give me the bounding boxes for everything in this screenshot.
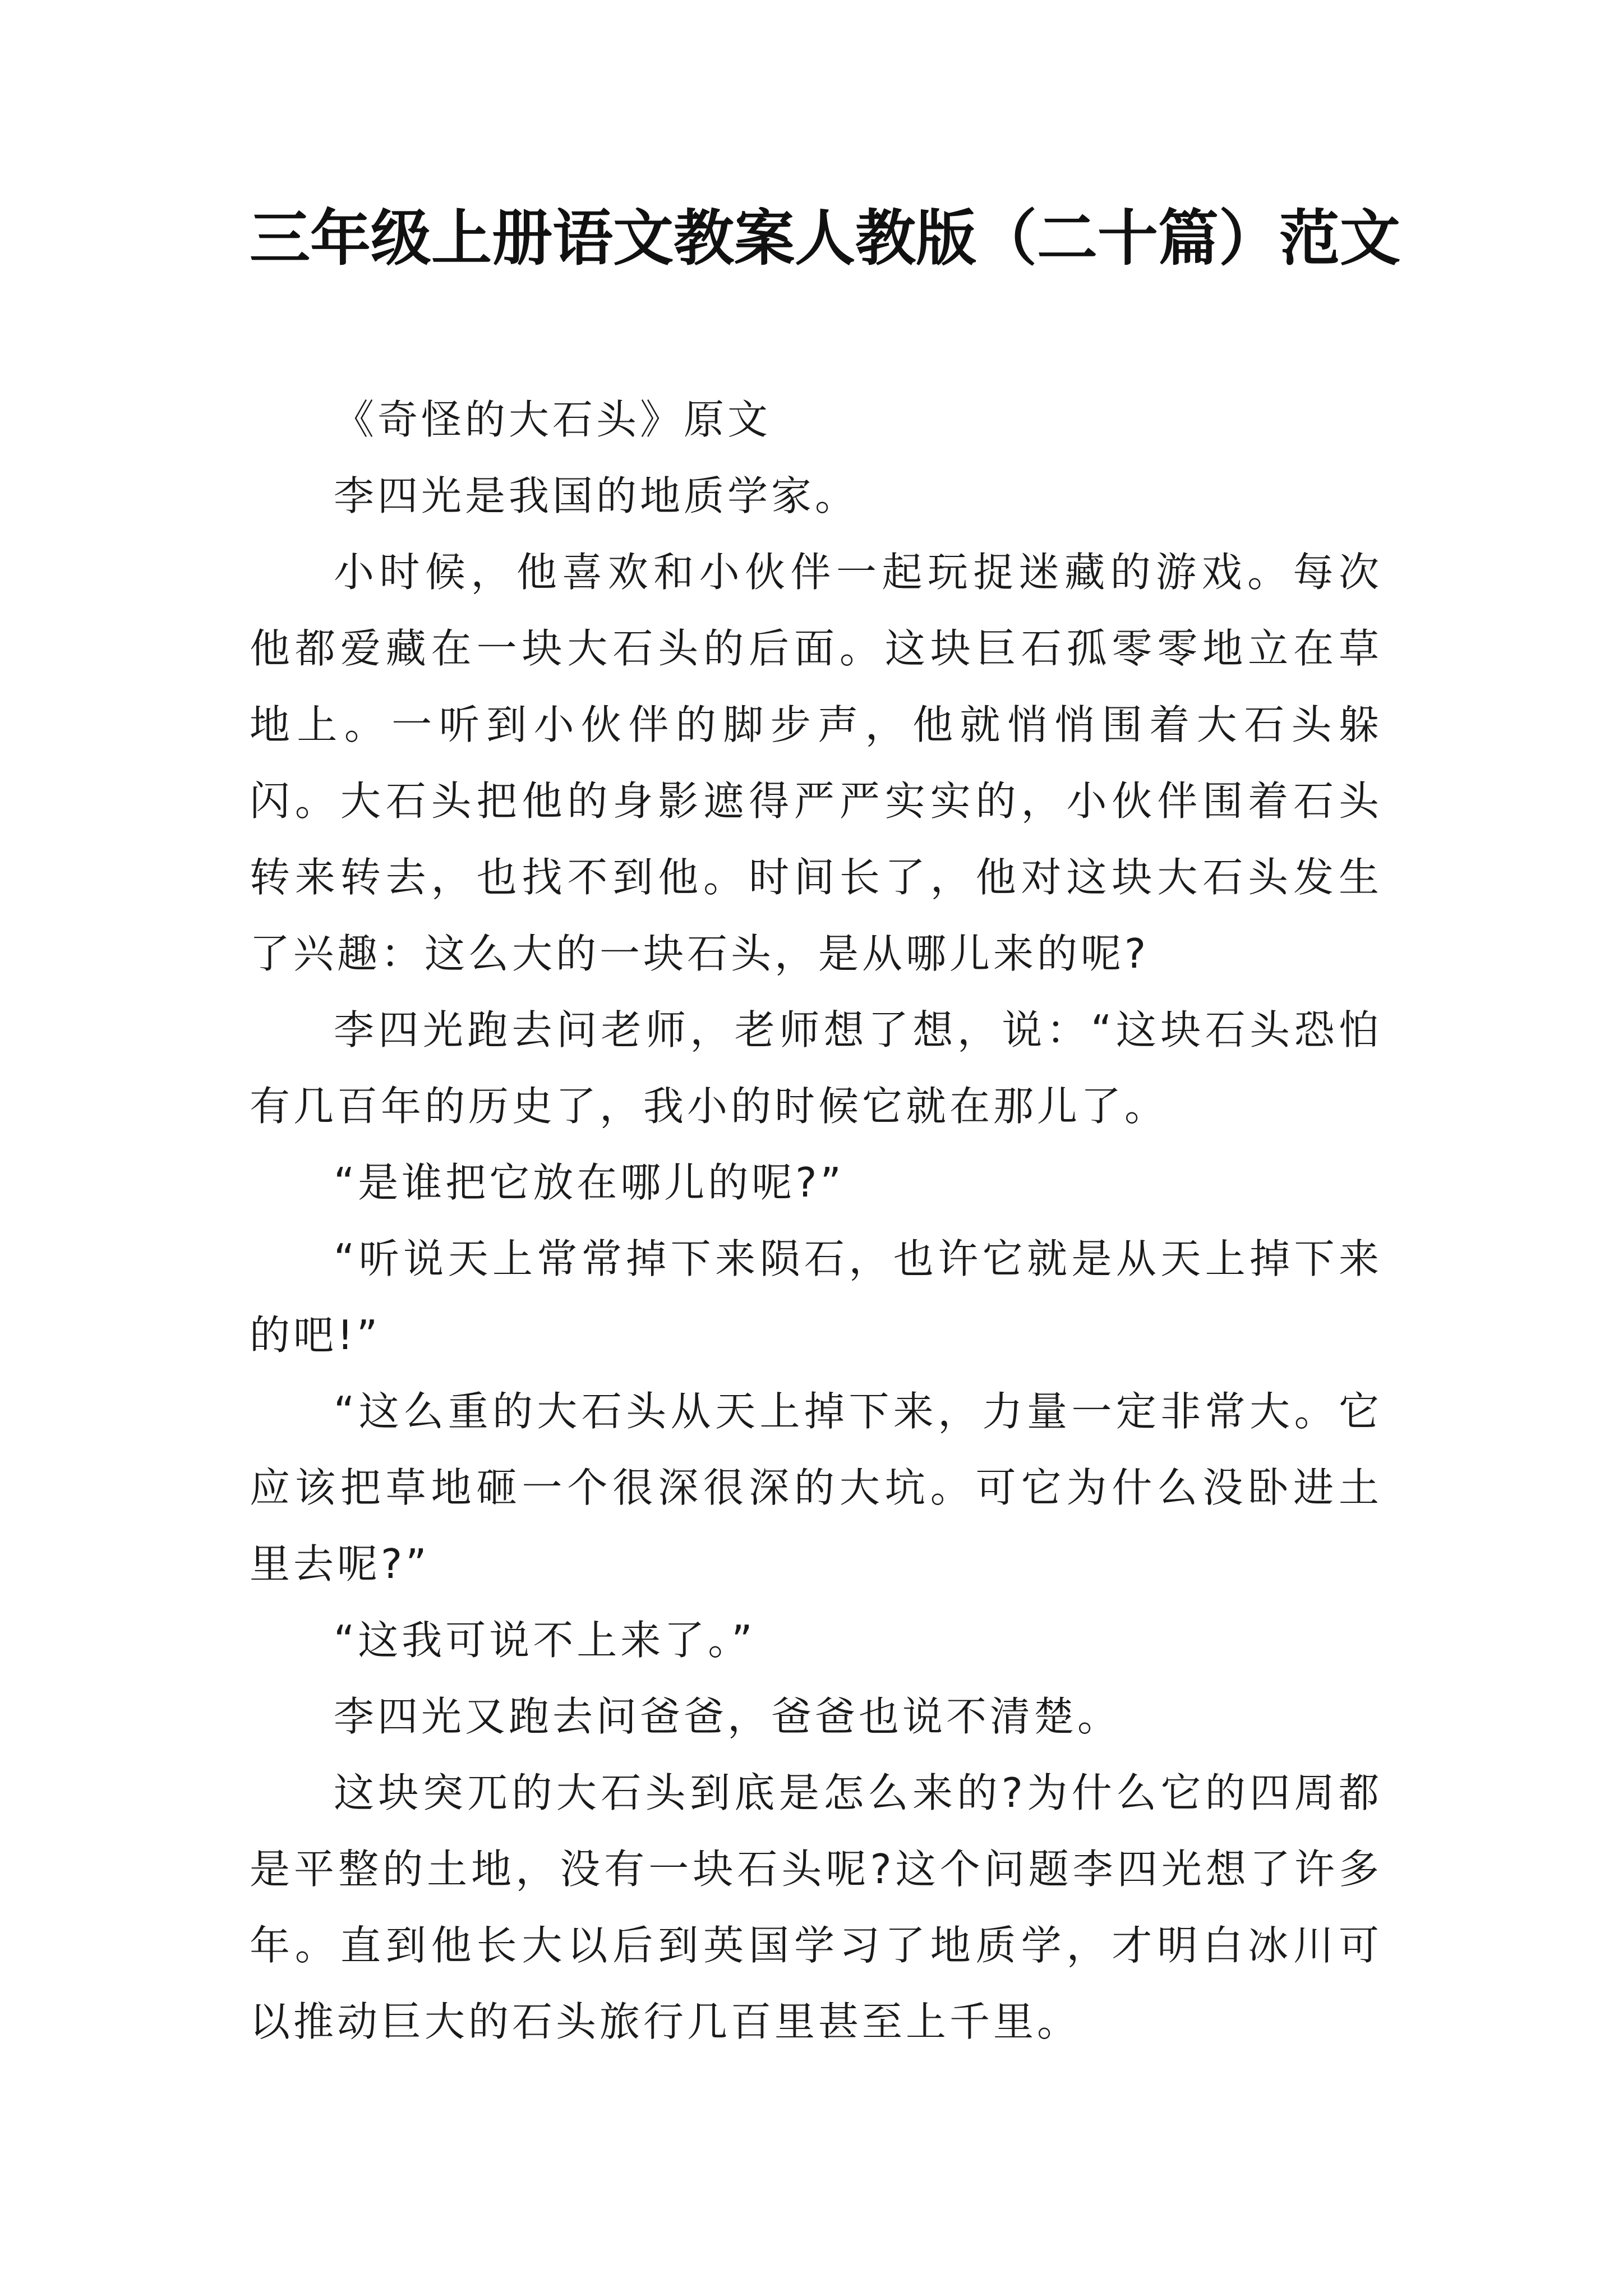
paragraph: 李四光是我国的地质学家。 [334,472,859,519]
paragraph: “这么重的大石头从天上掉下来，力量一定非常大。它应该把草地砸一个很深很深的大坑。可它为什么没卧进土里去呢?” [250,1388,1382,1588]
paragraph: “听说天上常常掉下来陨石，也许它就是从天上掉下来的吧!” [250,1235,1382,1359]
paragraph: 小时候，他喜欢和小伙伴一起玩捉迷藏的游戏。每次他都爱藏在一块大石头的后面。这块巨石孤零零地立在草地上。一听到小伙伴的脚步声，他就悄悄围着大石头躲闪。大石头把他的身影遮得严严实实的，小伙伴围着石头转来转去，也找不到他。时间长了，他对这块大石头发生了兴趣：这么大的一块石头，是从哪儿来的呢? [250,549,1382,977]
paragraph: 李四光又跑去问爸爸，爸爸也说不清楚。 [334,1693,1122,1740]
paragraph: “这我可说不上来了。” [334,1617,756,1664]
paragraph: 这块突兀的大石头到底是怎么来的?为什么它的四周都是平整的土地，没有一块石头呢?这个问题李四光想了许多年。直到他长大以后到英国学习了地质学，才明白冰川可以推动巨大的石头旅行几百里甚至上千里。 [250,1769,1382,2045]
document-title: 三年级上册语文教案人教版（二十篇）范文 [250,203,1401,274]
paragraph: “是谁把它放在哪儿的呢?” [334,1159,845,1206]
paragraph-heading: 《奇怪的大石头》原文 [334,396,772,443]
document-body [250,381,1382,2060]
paragraph: 李四光跑去问老师，老师想了想，说：“这块石头恐怕有几百年的历史了，我小的时候它就在那儿了。 [250,1006,1382,1130]
